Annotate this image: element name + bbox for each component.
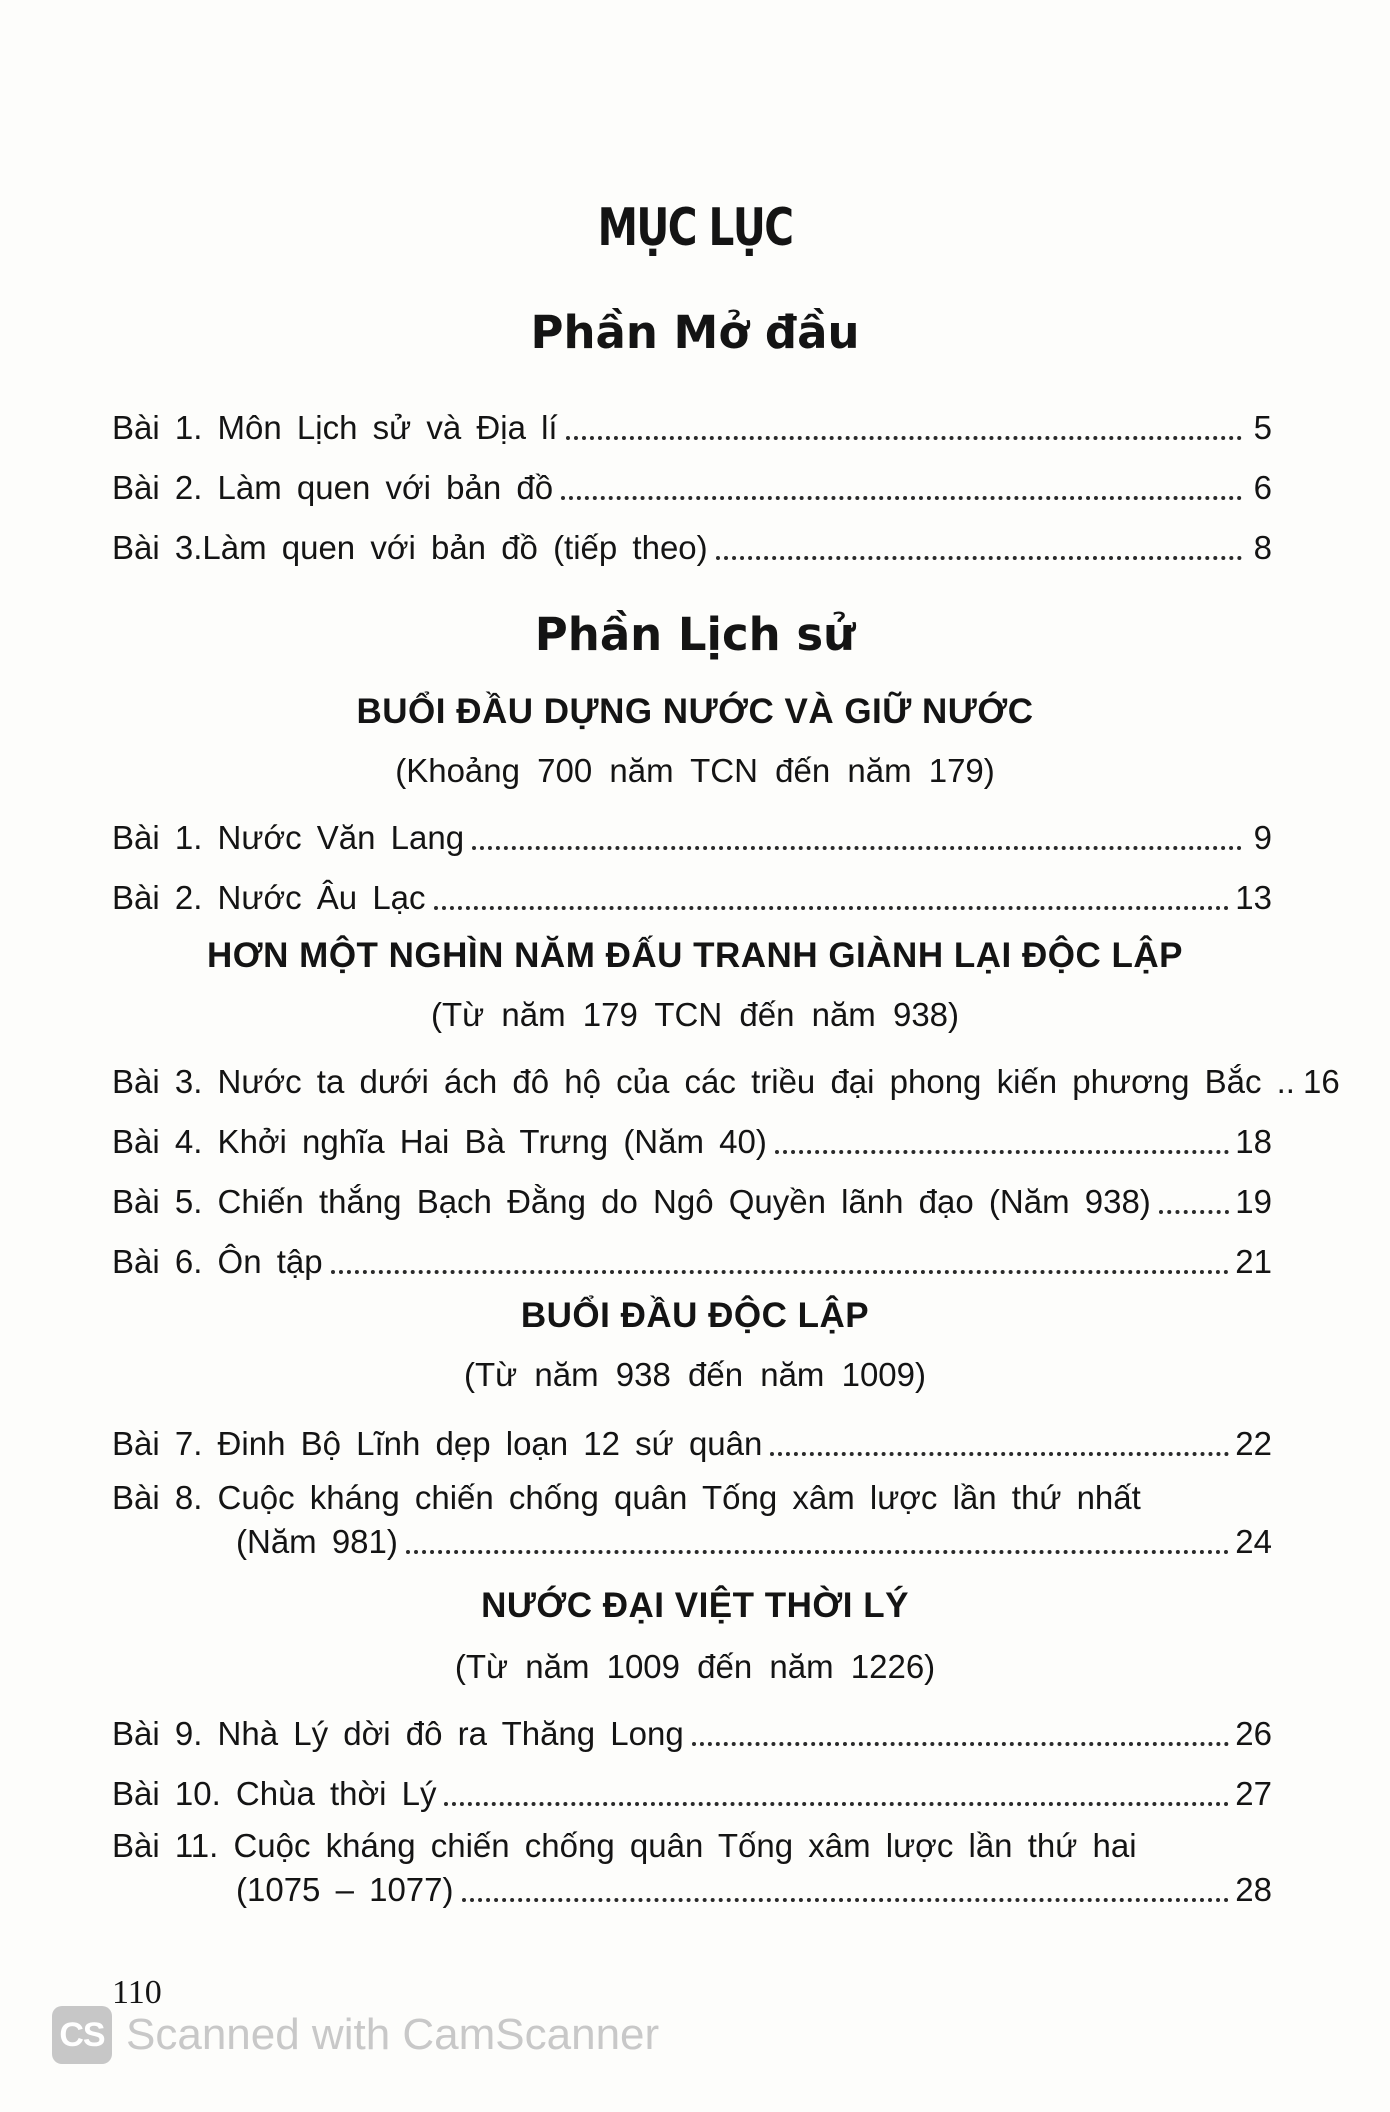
toc-entry-multiline <box>112 1476 1272 1564</box>
toc-entry <box>112 1704 1272 1754</box>
section-title: NƯỚC ĐẠI VIỆT THỜI LÝ <box>481 1586 909 1625</box>
leader-dots <box>775 1146 1229 1154</box>
watermark-text: Scanned with CamScanner <box>126 2010 660 2059</box>
entry-label: Bài 1. Môn Lịch sử và Địa lí <box>112 409 558 446</box>
toc-entry <box>112 808 1272 858</box>
entry-page: 16 <box>1302 1063 1340 1100</box>
section-title: BUỔI ĐẦU DỰNG NƯỚC VÀ GIỮ NƯỚC <box>356 692 1034 731</box>
entry-label: Bài 3.Làm quen với bản đồ (tiếp theo) <box>112 529 708 566</box>
leader-dots <box>566 432 1242 440</box>
section-range: (Từ năm 938 đến năm 1009) <box>464 1356 926 1393</box>
entry-label: Bài 2. Làm quen với bản đồ <box>112 469 554 506</box>
entry-label: Bài 6. Ôn tập <box>112 1243 323 1280</box>
entry-label: Bài 4. Khởi nghĩa Hai Bà Trưng (Năm 40) <box>112 1123 767 1160</box>
entry-label: Bài 5. Chiến thắng Bạch Đằng do Ngô Quyền lãnh đạo (Năm 938) <box>112 1183 1151 1220</box>
entry-continuation <box>112 1520 1272 1564</box>
entry-page: 28 <box>1235 1871 1272 1908</box>
leader-dots <box>770 1448 1229 1456</box>
leader-dots <box>692 1738 1230 1746</box>
leader-dots <box>406 1546 1229 1554</box>
section-range: (Từ năm 1009 đến năm 1226) <box>454 1648 936 1685</box>
leader-dots <box>462 1894 1230 1902</box>
entry-label: Bài 10. Chùa thời Lý <box>112 1775 437 1812</box>
entry-page: 18 <box>1235 1123 1272 1160</box>
entry-page: 26 <box>1235 1715 1272 1752</box>
section-range: (Từ năm 179 TCN đến năm 938) <box>430 996 960 1033</box>
entry-label: Bài 7. Đinh Bộ Lĩnh dẹp loạn 12 sứ quân <box>112 1425 763 1462</box>
section-title: BUỔI ĐẦU ĐỘC LẬP <box>520 1296 870 1335</box>
entry-page: 19 <box>1235 1183 1272 1220</box>
entry-page: 13 <box>1235 879 1272 916</box>
leader-dots <box>472 842 1242 850</box>
leader-dots <box>434 902 1230 910</box>
entry-label-continued: (Năm 981) <box>236 1523 398 1560</box>
leader-dots <box>444 1798 1229 1806</box>
part-title-intro: Phần Mở đầu <box>530 306 860 359</box>
entry-page: 24 <box>1235 1523 1272 1560</box>
scanner-watermark <box>52 2006 659 2064</box>
entry-page: 22 <box>1235 1425 1272 1462</box>
leader-dots <box>561 492 1242 500</box>
entry-page: 5 <box>1253 409 1272 446</box>
toc-entry <box>112 398 1272 448</box>
toc-entry <box>112 1172 1272 1222</box>
toc-entry <box>112 458 1272 508</box>
leader-dots <box>331 1266 1230 1274</box>
entry-label: Bài 11. Cuộc kháng chiến chống quân Tống xâm lược lần thứ hai <box>112 1827 1137 1864</box>
toc-entry <box>112 1232 1272 1282</box>
entry-continuation <box>112 1868 1272 1912</box>
entry-label: Bài 3. Nước ta dưới ách đô hộ của các triều đại phong kiến phương Bắc .. <box>112 1063 1295 1100</box>
toc-entry <box>112 1112 1272 1162</box>
entry-label: Bài 9. Nhà Lý dời đô ra Thăng Long <box>112 1715 684 1752</box>
entry-label: Bài 8. Cuộc kháng chiến chống quân Tống xâm lược lần thứ nhất <box>112 1479 1141 1516</box>
entry-page: 21 <box>1235 1243 1272 1280</box>
entry-page: 6 <box>1253 469 1272 506</box>
entry-page: 9 <box>1253 819 1272 856</box>
section-range: (Khoảng 700 năm TCN đến năm 179) <box>395 752 995 789</box>
section-title: HƠN MỘT NGHÌN NĂM ĐẤU TRANH GIÀNH LẠI ĐỘC LẬP <box>207 936 1183 975</box>
toc-entry <box>112 1052 1340 1102</box>
entry-label: Bài 1. Nước Văn Lang <box>112 819 465 856</box>
entry-label: Bài 2. Nước Âu Lạc <box>112 879 426 916</box>
toc-entry <box>112 518 1272 568</box>
camscanner-logo-icon: CS <box>52 2006 112 2064</box>
toc-entry <box>112 1414 1272 1464</box>
entry-label-continued: (1075 – 1077) <box>236 1871 454 1908</box>
page-title: MỤC LỤC <box>597 198 793 258</box>
leader-dots <box>716 552 1242 560</box>
toc-entry <box>112 1764 1272 1814</box>
entry-page: 27 <box>1235 1775 1272 1812</box>
entry-page: 8 <box>1253 529 1272 566</box>
leader-dots <box>1159 1206 1230 1214</box>
toc-entry-multiline <box>112 1824 1272 1912</box>
toc-entry <box>112 868 1272 918</box>
page-number: 110 <box>112 1974 162 2011</box>
part-title-history: Phần Lịch sử <box>534 608 856 661</box>
